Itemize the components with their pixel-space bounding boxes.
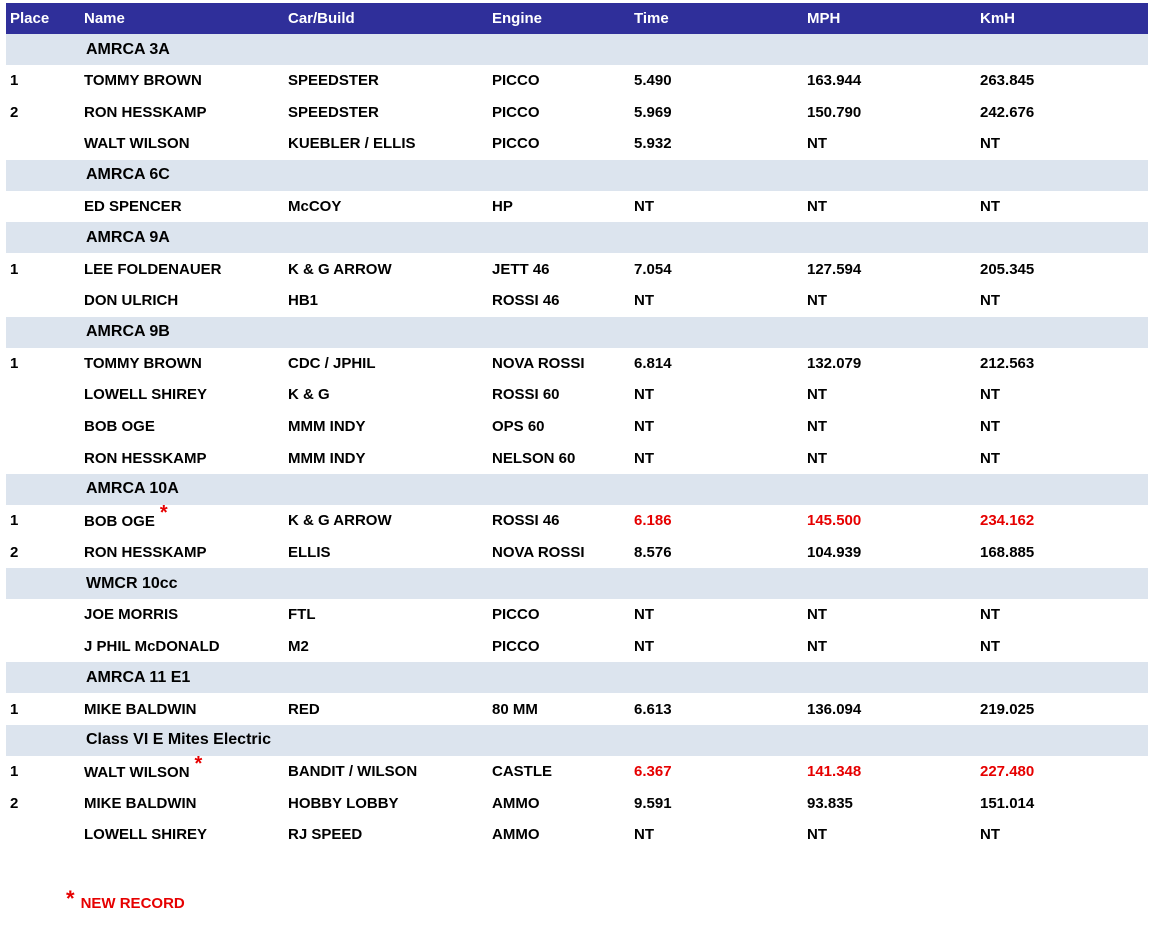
kmh-cell xyxy=(980,355,1034,372)
engine-cell xyxy=(492,418,545,435)
engine-cell-text: PICCO xyxy=(492,72,540,90)
time-cell-text: 6.186 xyxy=(634,512,672,530)
kmh-cell xyxy=(980,826,1000,843)
car-cell xyxy=(288,450,366,467)
class-row xyxy=(6,568,1148,599)
time-cell xyxy=(634,795,672,812)
time-cell xyxy=(634,763,672,780)
name-cell xyxy=(84,355,202,372)
name-cell-text: TOMMY BROWN xyxy=(84,354,202,372)
name-cell xyxy=(84,292,178,309)
time-cell xyxy=(634,450,654,467)
mph-cell-text: 136.094 xyxy=(807,700,862,718)
engine-cell xyxy=(492,292,560,309)
mph-cell-text: 132.079 xyxy=(807,354,862,372)
header-car: Car/Build xyxy=(288,10,355,27)
name-cell xyxy=(84,795,197,812)
table-row xyxy=(6,442,1148,474)
time-cell xyxy=(634,701,672,718)
engine-cell-text: ROSSI 60 xyxy=(492,386,560,404)
table-row xyxy=(6,537,1148,569)
table-row xyxy=(6,253,1148,285)
car-cell-text: K & G xyxy=(288,386,330,404)
mph-cell xyxy=(807,261,861,278)
name-cell xyxy=(84,544,207,561)
class-name: AMRCA 9B xyxy=(86,323,170,341)
name-cell-text: RON HESSKAMP xyxy=(84,103,207,121)
kmh-cell xyxy=(980,135,1000,152)
header-mph: MPH xyxy=(807,10,841,27)
kmh-cell xyxy=(980,512,1034,529)
legend xyxy=(66,888,185,914)
engine-cell-text: ROSSI 46 xyxy=(492,292,560,310)
name-cell xyxy=(84,826,207,843)
name-cell-text: LOWELL SHIREY xyxy=(84,826,208,844)
engine-cell-text: OPS 60 xyxy=(492,418,545,436)
kmh-cell-text: NT xyxy=(980,606,1000,624)
car-cell xyxy=(288,418,366,435)
class-row xyxy=(6,222,1148,253)
engine-cell xyxy=(492,261,550,278)
place-cell-text: 1 xyxy=(10,260,19,278)
car-cell-text: RJ SPEED xyxy=(288,826,363,844)
engine-cell xyxy=(492,701,538,718)
class-name: AMRCA 9A xyxy=(86,228,170,246)
engine-cell xyxy=(492,355,585,372)
kmh-cell xyxy=(980,72,1034,89)
kmh-cell xyxy=(980,386,1000,403)
car-cell xyxy=(288,544,331,561)
mph-cell-text: NT xyxy=(807,135,827,153)
time-cell-text: 6.613 xyxy=(634,700,672,718)
header-kmh: KmH xyxy=(980,10,1016,27)
car-cell xyxy=(288,638,309,655)
car-cell-text: MMM INDY xyxy=(288,449,366,467)
place-cell-text: 1 xyxy=(10,700,19,718)
car-cell xyxy=(288,198,341,215)
time-cell-text: NT xyxy=(634,638,654,656)
name-cell-text: WALT WILSON xyxy=(84,135,190,153)
car-cell xyxy=(288,512,392,529)
table-row xyxy=(6,285,1148,317)
name-cell xyxy=(84,701,197,718)
time-cell-text: 6.814 xyxy=(634,354,672,372)
car-cell xyxy=(288,606,316,623)
mph-cell-text: NT xyxy=(807,638,827,656)
mph-cell-text: NT xyxy=(807,826,827,844)
engine-cell-text: JETT 46 xyxy=(492,260,550,278)
place-cell xyxy=(10,763,18,780)
mph-cell xyxy=(807,292,827,309)
car-cell-text: SPEEDSTER xyxy=(288,72,379,90)
time-cell-text: 5.490 xyxy=(634,72,672,90)
class-row xyxy=(6,160,1148,191)
class-row xyxy=(6,317,1148,348)
time-cell-text: 9.591 xyxy=(634,794,672,812)
time-cell xyxy=(634,355,672,372)
time-cell-text: 7.054 xyxy=(634,260,672,278)
mph-cell-text: 127.594 xyxy=(807,260,862,278)
engine-cell xyxy=(492,826,540,843)
car-cell xyxy=(288,795,399,812)
name-cell-text: BOB OGE xyxy=(84,513,155,531)
time-cell-text: NT xyxy=(634,606,654,624)
header-place: Place xyxy=(10,10,50,27)
kmh-cell xyxy=(980,701,1034,718)
kmh-cell-text: 168.885 xyxy=(980,543,1035,561)
table-row xyxy=(6,97,1148,129)
mph-cell xyxy=(807,355,861,372)
mph-cell xyxy=(807,544,861,561)
engine-cell-text: PICCO xyxy=(492,135,540,153)
car-cell xyxy=(288,292,318,309)
time-cell-text: NT xyxy=(634,826,654,844)
car-cell-text: SPEEDSTER xyxy=(288,103,379,121)
legend-text: NEW RECORD xyxy=(80,895,185,912)
place-cell-text: 1 xyxy=(10,354,19,372)
mph-cell-text: NT xyxy=(807,606,827,624)
class-name: WMCR 10cc xyxy=(86,574,178,592)
mph-cell xyxy=(807,826,827,843)
engine-cell xyxy=(492,638,540,655)
time-cell xyxy=(634,826,654,843)
kmh-cell xyxy=(980,544,1034,561)
mph-cell xyxy=(807,795,853,812)
engine-cell xyxy=(492,198,513,215)
kmh-cell-text: NT xyxy=(980,292,1000,310)
car-cell-text: KUEBLER / ELLIS xyxy=(288,135,416,153)
name-cell xyxy=(84,386,207,403)
kmh-cell-text: 205.345 xyxy=(980,260,1035,278)
car-cell xyxy=(288,72,379,89)
car-cell-text: K & G ARROW xyxy=(288,260,392,278)
kmh-cell-text: 242.676 xyxy=(980,103,1035,121)
kmh-cell-text: NT xyxy=(980,386,1000,404)
name-cell xyxy=(84,753,203,783)
engine-cell xyxy=(492,795,540,812)
car-cell-text: M2 xyxy=(288,638,309,656)
place-cell-text: 1 xyxy=(10,72,19,90)
record-star-icon: * xyxy=(66,886,75,911)
car-cell-text: FTL xyxy=(288,606,316,624)
name-cell-text: J PHIL McDONALD xyxy=(84,638,220,656)
engine-cell-text: ROSSI 46 xyxy=(492,512,560,530)
car-cell-text: RED xyxy=(288,700,320,718)
mph-cell xyxy=(807,450,827,467)
time-cell xyxy=(634,292,654,309)
time-cell-text: NT xyxy=(634,449,654,467)
engine-cell-text: PICCO xyxy=(492,638,540,656)
time-cell-text: 6.367 xyxy=(634,763,672,781)
place-cell xyxy=(10,104,18,121)
place-cell-text: 2 xyxy=(10,543,19,561)
place-cell-text: 1 xyxy=(10,512,19,530)
table-body xyxy=(6,34,1148,851)
place-cell xyxy=(10,795,18,812)
table-header xyxy=(6,3,1148,34)
mph-cell xyxy=(807,418,827,435)
mph-cell xyxy=(807,763,861,780)
kmh-cell-text: NT xyxy=(980,826,1000,844)
engine-cell xyxy=(492,135,540,152)
kmh-cell-text: 263.845 xyxy=(980,72,1035,90)
class-row xyxy=(6,34,1148,65)
name-cell-text: LEE FOLDENAUER xyxy=(84,260,222,278)
mph-cell xyxy=(807,198,827,215)
kmh-cell xyxy=(980,638,1000,655)
kmh-cell xyxy=(980,606,1000,623)
engine-cell-text: PICCO xyxy=(492,606,540,624)
engine-cell-text: NELSON 60 xyxy=(492,449,576,467)
mph-cell-text: NT xyxy=(807,386,827,404)
class-row xyxy=(6,662,1148,693)
place-cell xyxy=(10,261,18,278)
kmh-cell-text: NT xyxy=(980,449,1000,467)
header-engine: Engine xyxy=(492,10,543,27)
mph-cell xyxy=(807,386,827,403)
place-cell xyxy=(10,72,18,89)
kmh-cell-text: 227.480 xyxy=(980,763,1035,781)
mph-cell-text: NT xyxy=(807,198,827,216)
record-star-icon: * xyxy=(159,502,168,525)
class-name: AMRCA 10A xyxy=(86,480,179,498)
kmh-cell xyxy=(980,104,1034,121)
kmh-cell xyxy=(980,450,1000,467)
table-row xyxy=(6,819,1148,851)
engine-cell xyxy=(492,763,552,780)
kmh-cell-text: NT xyxy=(980,135,1000,153)
time-cell-text: 5.932 xyxy=(634,135,672,153)
engine-cell-text: AMMO xyxy=(492,826,540,844)
place-cell xyxy=(10,355,18,372)
kmh-cell-text: 234.162 xyxy=(980,512,1035,530)
kmh-cell-text: 212.563 xyxy=(980,354,1035,372)
car-cell xyxy=(288,701,320,718)
name-cell-text: MIKE BALDWIN xyxy=(84,794,197,812)
mph-cell xyxy=(807,638,827,655)
kmh-cell xyxy=(980,198,1000,215)
name-cell-text: WALT WILSON xyxy=(84,764,190,782)
time-cell-text: NT xyxy=(634,418,654,436)
name-cell xyxy=(84,502,168,532)
engine-cell xyxy=(492,386,560,403)
mph-cell-text: 141.348 xyxy=(807,763,862,781)
kmh-cell-text: 151.014 xyxy=(980,794,1035,812)
header-name: Name xyxy=(84,10,125,27)
car-cell-text: MMM INDY xyxy=(288,418,366,436)
car-cell xyxy=(288,763,417,780)
class-name: AMRCA 11 E1 xyxy=(86,668,191,686)
engine-cell-text: NOVA ROSSI xyxy=(492,354,585,372)
table-row xyxy=(6,191,1148,223)
mph-cell-text: 163.944 xyxy=(807,72,862,90)
time-cell xyxy=(634,418,654,435)
car-cell-text: ELLIS xyxy=(288,543,331,561)
results-table xyxy=(6,3,1148,851)
name-cell xyxy=(84,450,207,467)
name-cell xyxy=(84,198,182,215)
name-cell-text: RON HESSKAMP xyxy=(84,449,207,467)
table-row xyxy=(6,753,1148,788)
name-cell-text: RON HESSKAMP xyxy=(84,543,207,561)
engine-cell xyxy=(492,72,540,89)
mph-cell xyxy=(807,104,861,121)
name-cell-text: LOWELL SHIREY xyxy=(84,386,208,404)
engine-cell-text: NOVA ROSSI xyxy=(492,543,585,561)
engine-cell-text: 80 MM xyxy=(492,700,538,718)
time-cell xyxy=(634,261,672,278)
name-cell-text: ED SPENCER xyxy=(84,198,182,216)
mph-cell-text: NT xyxy=(807,449,827,467)
name-cell xyxy=(84,261,222,278)
mph-cell-text: NT xyxy=(807,418,827,436)
place-cell-text: 2 xyxy=(10,794,19,812)
table-row xyxy=(6,502,1148,537)
time-cell-text: NT xyxy=(634,292,654,310)
class-name: AMRCA 3A xyxy=(86,40,170,58)
class-name: AMRCA 6C xyxy=(86,166,170,184)
time-cell xyxy=(634,198,654,215)
car-cell xyxy=(288,104,379,121)
name-cell xyxy=(84,135,190,152)
table-row xyxy=(6,788,1148,820)
time-cell-text: 5.969 xyxy=(634,103,672,121)
car-cell xyxy=(288,135,416,152)
table-row xyxy=(6,411,1148,443)
name-cell xyxy=(84,104,207,121)
class-name: Class VI E Mites Electric xyxy=(86,731,271,749)
name-cell xyxy=(84,606,178,623)
table-row xyxy=(6,631,1148,663)
record-star-icon: * xyxy=(194,753,203,776)
engine-cell-text: AMMO xyxy=(492,794,540,812)
class-row xyxy=(6,474,1148,505)
mph-cell xyxy=(807,606,827,623)
mph-cell xyxy=(807,72,861,89)
kmh-cell-text: 219.025 xyxy=(980,700,1035,718)
name-cell-text: MIKE BALDWIN xyxy=(84,700,197,718)
engine-cell-text: PICCO xyxy=(492,103,540,121)
kmh-cell xyxy=(980,763,1034,780)
time-cell-text: NT xyxy=(634,198,654,216)
car-cell xyxy=(288,826,362,843)
kmh-cell xyxy=(980,418,1000,435)
engine-cell xyxy=(492,450,575,467)
place-cell xyxy=(10,544,18,561)
engine-cell xyxy=(492,544,585,561)
name-cell xyxy=(84,418,155,435)
mph-cell xyxy=(807,701,861,718)
kmh-cell-text: NT xyxy=(980,198,1000,216)
kmh-cell-text: NT xyxy=(980,638,1000,656)
kmh-cell-text: NT xyxy=(980,418,1000,436)
engine-cell-text: HP xyxy=(492,198,513,216)
table-row xyxy=(6,599,1148,631)
name-cell xyxy=(84,72,202,89)
engine-cell xyxy=(492,606,540,623)
mph-cell xyxy=(807,135,827,152)
time-cell-text: 8.576 xyxy=(634,543,672,561)
engine-cell-text: CASTLE xyxy=(492,763,552,781)
name-cell-text: TOMMY BROWN xyxy=(84,72,202,90)
table-row xyxy=(6,128,1148,160)
table-row xyxy=(6,348,1148,380)
kmh-cell xyxy=(980,261,1034,278)
name-cell xyxy=(84,638,220,655)
car-cell-text: McCOY xyxy=(288,198,342,216)
table-row xyxy=(6,693,1148,725)
time-cell xyxy=(634,606,654,623)
place-cell-text: 2 xyxy=(10,103,19,121)
car-cell xyxy=(288,355,376,372)
header-time: Time xyxy=(634,10,669,27)
place-cell xyxy=(10,512,18,529)
time-cell-text: NT xyxy=(634,386,654,404)
time-cell xyxy=(634,638,654,655)
time-cell xyxy=(634,104,672,121)
car-cell-text: K & G ARROW xyxy=(288,512,392,530)
class-row xyxy=(6,725,1148,756)
mph-cell-text: 145.500 xyxy=(807,512,862,530)
place-cell xyxy=(10,701,18,718)
engine-cell xyxy=(492,512,560,529)
table-row xyxy=(6,379,1148,411)
mph-cell-text: 150.790 xyxy=(807,103,862,121)
name-cell-text: JOE MORRIS xyxy=(84,606,179,624)
kmh-cell xyxy=(980,292,1000,309)
mph-cell-text: 104.939 xyxy=(807,543,862,561)
car-cell-text: HOBBY LOBBY xyxy=(288,794,399,812)
car-cell-text: CDC / JPHIL xyxy=(288,354,376,372)
kmh-cell xyxy=(980,795,1034,812)
car-cell-text: HB1 xyxy=(288,292,319,310)
time-cell xyxy=(634,512,672,529)
time-cell xyxy=(634,386,654,403)
name-cell-text: DON ULRICH xyxy=(84,292,179,310)
table-row xyxy=(6,65,1148,97)
time-cell xyxy=(634,135,672,152)
engine-cell xyxy=(492,104,540,121)
mph-cell-text: 93.835 xyxy=(807,794,853,812)
car-cell xyxy=(288,261,392,278)
time-cell xyxy=(634,544,672,561)
mph-cell-text: NT xyxy=(807,292,827,310)
name-cell-text: BOB OGE xyxy=(84,418,155,436)
place-cell-text: 1 xyxy=(10,763,19,781)
mph-cell xyxy=(807,512,861,529)
time-cell xyxy=(634,72,672,89)
car-cell xyxy=(288,386,330,403)
car-cell-text: BANDIT / WILSON xyxy=(288,763,418,781)
